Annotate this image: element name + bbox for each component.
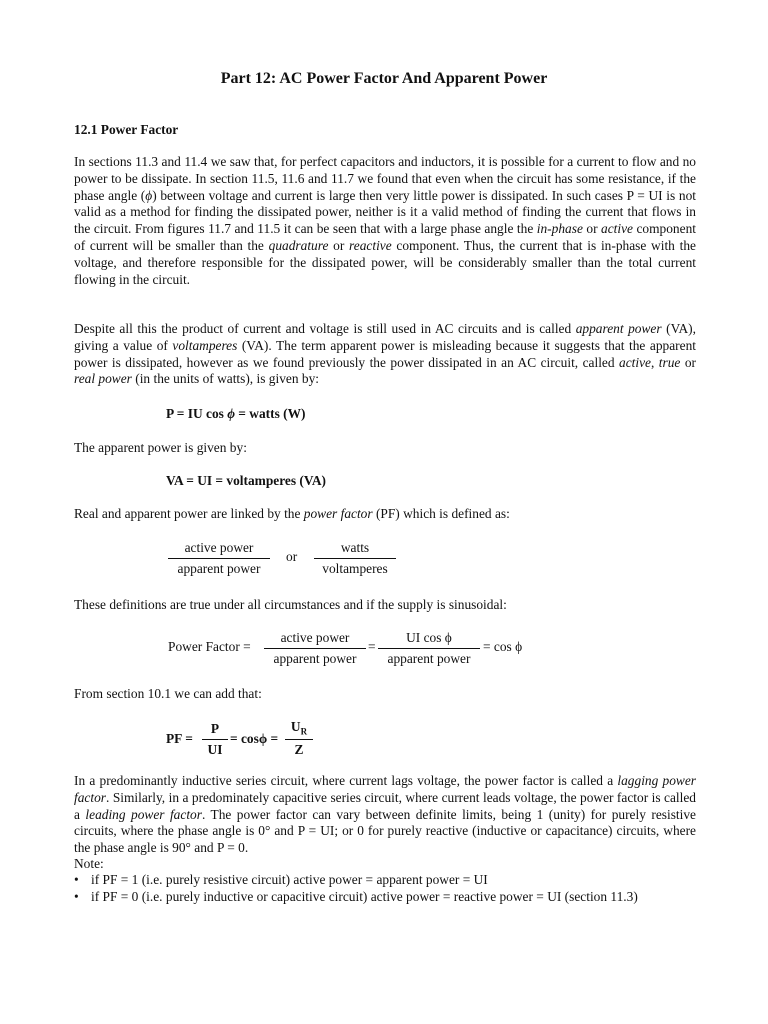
text-from-section: From section 10.1 we can add that: [74, 686, 262, 701]
text-power-factor-label: Power Factor = [168, 639, 251, 654]
text-definitions-true: These definitions are true under all circumstances and if the supply is sinusoidal: [74, 597, 507, 612]
text-equals-cos-phi-bold: = cosϕ = [230, 731, 279, 746]
fraction-ur-over-z: $\frac{U_R}{Z}$ [285, 719, 313, 758]
bullet-icon: • [74, 872, 79, 887]
paragraph-power-factor-intro: In sections 11.3 and 11.4 we saw that, for perfect capacitors and inductors, it is possible for a current to flow and no power to be dissipate. In section 11.5, 11.6 and 11.7 we found that even when the circuit has some resistance, if the phase angle (ϕ) between voltage and current is large then very little power is dissipated. In such cases P = UI is not valid as a method for finding the dissipated power, neither is it a valid method of finding the current that flows in the circuit. From figures 11.7 and 11.5 it can be seen that with a large phase angle the in-phase or active component of current will be smaller than the quadrature or reactive component. Thus, the current that is in-phase with the voltage, and therefore responsible for the dissipated power, will be considerably smaller than the total current flowing in the circuit. [74, 154, 696, 287]
text-power-factor-definition: Real and apparent power are linked by the power factor (PF) which is defined as: [74, 506, 510, 521]
text-equals: = [368, 639, 376, 654]
text-pf-label: PF = [166, 731, 193, 746]
text-apparent-power-given: The apparent power is given by: [74, 440, 247, 455]
bullet-icon: • [74, 888, 79, 904]
text-or: or [286, 549, 298, 564]
equation-real-power: P = IU cos ϕ = watts (W) [166, 406, 306, 421]
list-item: • if PF = 1 (i.e. purely resistive circuit) active power = apparent power = UI [74, 872, 488, 887]
section-heading: 12.1 Power Factor [74, 122, 179, 137]
page-title: Part 12: AC Power Factor And Apparent Power [220, 70, 548, 87]
paragraph-lagging-leading: In a predominantly inductive series circuit, where current lags voltage, the power factor is called a lagging power factor. Similarly, in a predominately capacitive series circuit, where current leads voltage, the power factor is called a leading power factor. The power factor can vary between definite limits, being 1 (unity) for purely resistive circuits, where the phase angle is 0° and P = UI; or 0 for purely reactive (inductive or capacitance) circuits, where the phase angle is 90° and P = 0. [74, 773, 697, 856]
fraction-active-over-apparent: active power apparent power [168, 540, 270, 577]
paragraph-apparent-power: Despite all this the product of current and voltage is still used in AC circuits and is called apparent power (VA), giving a value of voltamperes (VA). The term apparent power is misleading because it suggests that the apparent power is dissipated, however as we found previously the power dissipated in an AC circuit, called active, true or real power (in the units of watts), is given by: [74, 321, 696, 387]
list-item: • if PF = 0 (i.e. purely inductive or capacitive circuit) active power = reactive power = UI (section 11.3) [74, 888, 638, 904]
fraction-watts-over-voltamperes: watts voltamperes [314, 540, 396, 577]
fraction-pf-active-over-apparent: active power apparent power [264, 630, 366, 667]
fraction-uicos-over-apparent: UI cos ϕ apparent power [378, 630, 480, 667]
text-equals-cos-phi: = cos ϕ [483, 639, 523, 654]
fraction-p-over-ui: $\frac{P}{UI}$ [202, 721, 228, 758]
equation-apparent-power: VA = UI = voltamperes (VA) [166, 473, 326, 488]
note-label: Note: [74, 856, 104, 871]
notes-list [74, 872, 696, 906]
